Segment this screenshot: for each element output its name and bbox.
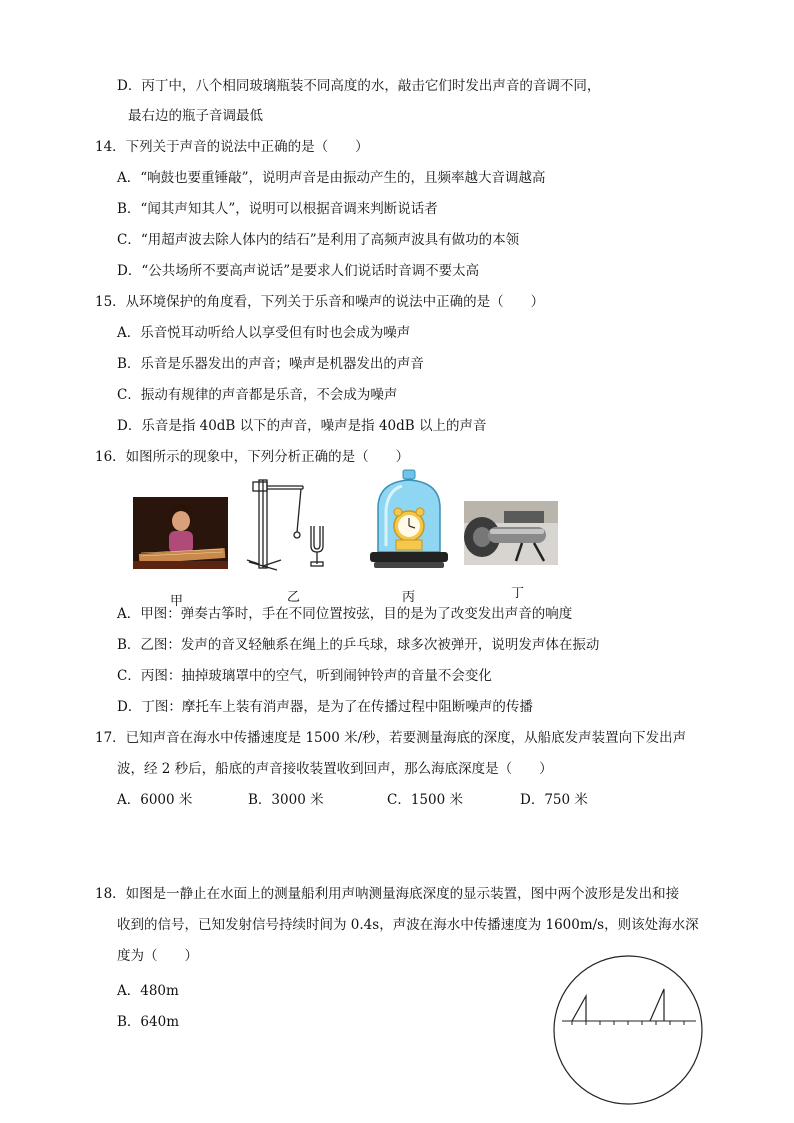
q17-option-b: B．3000 米 — [248, 792, 324, 808]
q18-option-b: B．640m — [117, 1014, 179, 1030]
sonar-display-figure — [552, 954, 704, 1106]
figure-caption-yi: 乙 — [287, 590, 301, 605]
q18-stem-line1: 18．如图是一静止在水面上的测量船利用声呐测量海底深度的显示装置，图中两个波形是发出和接 — [95, 886, 680, 902]
emitted-signal-wave — [572, 996, 586, 1021]
q17-option-a: A．6000 米 — [117, 792, 193, 808]
q15-option-a: A．乐音悦耳动听给人以享受但有时也会成为噪声 — [117, 325, 411, 341]
tuning-fork-figure — [245, 474, 335, 574]
q18-stem-line2: 收到的信号，已知发射信号持续时间为 0.4s，声波在海水中传播速度为 1600m/s，则该处海水深 — [117, 917, 699, 933]
bell-jar-clock-figure — [366, 468, 452, 572]
q14-option-a: A．“响鼓也要重锤敲”，说明声音是由振动产生的，且频率越大音调越高 — [117, 170, 546, 186]
q14-option-b: B．“闻其声知其人”，说明可以根据音调来判断说话者 — [117, 201, 438, 217]
figure-caption-jia: 甲 — [170, 594, 184, 609]
q17-option-d: D．750 米 — [520, 792, 588, 808]
q16-stem: 16．如图所示的现象中，下列分析正确的是（ ） — [95, 449, 410, 465]
q15-option-d: D．乐音是指 40dB 以下的声音，噪声是指 40dB 以上的声音 — [117, 418, 487, 434]
q17-stem-line2: 波，经 2 秒后，船底的声音接收装置收到回声，那么海底深度是（ ） — [117, 761, 553, 777]
q18-option-a: A．480m — [117, 983, 179, 999]
q15-stem: 15．从环境保护的角度看，下列关于乐音和噪声的说法中正确的是（ ） — [95, 294, 545, 310]
q16-option-b: B．乙图：发声的音叉轻触系在绳上的乒乓球，球多次被弹开，说明发声体在振动 — [117, 637, 600, 653]
figure-caption-ding: 丁 — [511, 586, 525, 601]
figure-caption-bing: 丙 — [402, 590, 416, 605]
q17-stem-line1: 17．已知声音在海水中传播速度是 1500 米/秒，若要测量海底的深度，从船底发声装置向下发出声 — [95, 730, 687, 746]
q15-option-b: B．乐音是乐器发出的声音；噪声是机器发出的声音 — [117, 356, 424, 372]
q14-option-d: D．“公共场所不要高声说话”是要求人们说话时音调不要太高 — [117, 263, 480, 279]
q16-option-d: D．丁图：摩托车上装有消声器，是为了在传播过程中阻断噪声的传播 — [117, 699, 533, 715]
q14-option-c: C．“用超声波去除人体内的结石”是利用了高频声波具有做功的本领 — [117, 232, 520, 248]
q14-stem: 14．下列关于声音的说法中正确的是（ ） — [95, 139, 369, 155]
q16-option-c: C．丙图：抽掉玻璃罩中的空气，听到闹钟铃声的音量不会变化 — [117, 668, 492, 684]
received-signal-wave — [650, 989, 664, 1021]
q15-option-c: C．振动有规律的声音都是乐音，不会成为噪声 — [117, 387, 398, 403]
q17-option-c: C．1500 米 — [387, 792, 463, 808]
q18-stem-line3: 度为（ ） — [117, 948, 198, 964]
q13-option-d-line2: 最右边的瓶子音调最低 — [128, 108, 263, 124]
q16-option-a: A．甲图：弹奏古筝时，手在不同位置按弦，目的是为了改变发出声音的响度 — [117, 606, 573, 622]
guzheng-photo — [133, 497, 228, 569]
q13-option-d-line1: D．丙丁中，八个相同玻璃瓶装不同高度的水，敲击它们时发出声音的音调不同， — [117, 78, 601, 94]
motorcycle-muffler-photo — [464, 501, 558, 565]
